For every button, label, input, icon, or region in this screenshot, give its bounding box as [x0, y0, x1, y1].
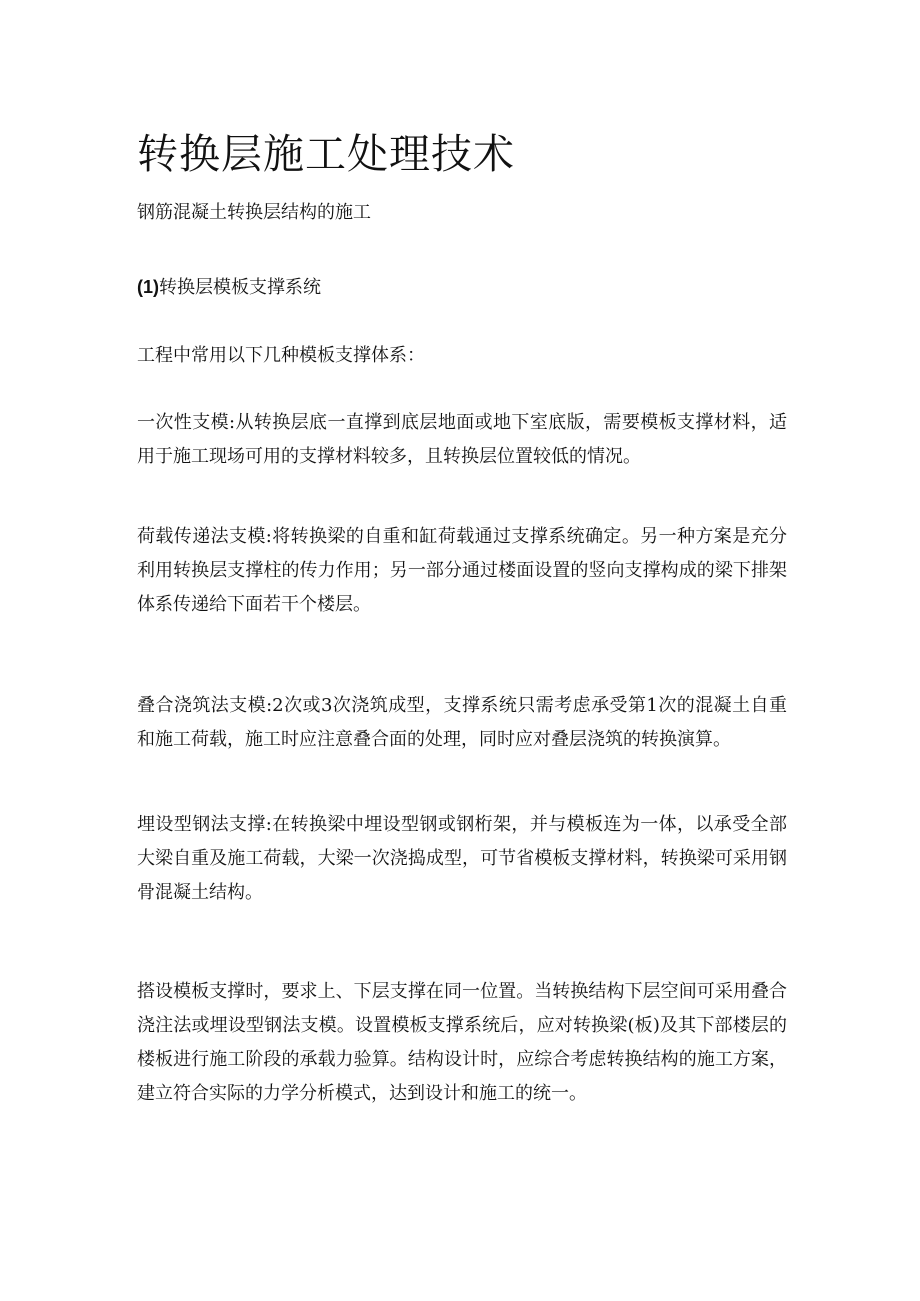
intro-paragraph: 工程中常用以下几种模板支撑体系： — [137, 345, 425, 366]
paragraph-support-requirements: 搭设模板支撑时，要求上、下层支撑在同一位置。当转换结构下层空间可采用叠合浇注法或埋设型钢法支模。设置模板支撑系统后，应对转换梁(板)及其下部楼层的楼板进行施工阶段的承载力验算。结构设计时，应综合考虑转换结构的施工方案，建立符合实际的力学分析模式，达到设计和施工的统一。 — [137, 981, 787, 1104]
paragraph-layered-pour-formwork: 叠合浇筑法支模:2次或3次浇筑成型，支撑系统只需考虑承受第1次的混凝土自重和施工荷载，施工时应注意叠合面的处理，同时应对叠层浇筑的转换演算。 — [137, 695, 787, 750]
document-subtitle: 钢筋混凝土转换层结构的施工 — [137, 202, 371, 223]
document-title: 转换层施工处理技术 — [137, 130, 515, 178]
section-number: (1) — [137, 277, 159, 297]
section-heading — [137, 271, 321, 304]
paragraph-embedded-steel-support: 埋设型钢法支撑:在转换梁中埋设型钢或钢桁架，并与模板连为一体，以承受全部大梁自重及施工荷载，大梁一次浇捣成型，可节省模板支撑材料，转换梁可采用钢骨混凝土结构。 — [137, 814, 787, 903]
paragraph-one-time-formwork: 一次性支模:从转换层底一直撑到底层地面或地下室底版，需要模板支撑材料，适用于施工现场可用的支撑材料较多，且转换层位置较低的情况。 — [137, 412, 787, 467]
paragraph-load-transfer-formwork: 荷载传递法支模:将转换梁的自重和缸荷载通过支撑系统确定。另一种方案是充分利用转换层支撑柱的传力作用；另一部分通过楼面设置的竖向支撑构成的梁下排架体系传递给下面若干个楼层。 — [137, 526, 787, 615]
section-heading-text: 转换层模板支撑系统 — [159, 277, 321, 298]
